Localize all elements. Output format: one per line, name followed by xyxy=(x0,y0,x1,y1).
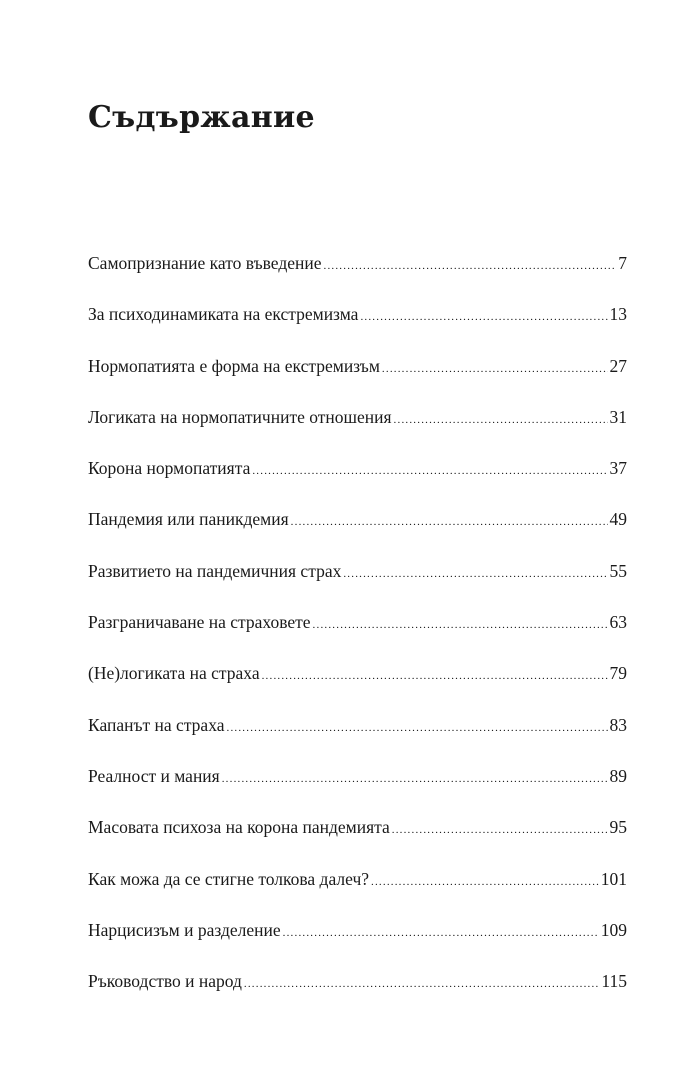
page-title: Съдържание xyxy=(88,100,315,135)
toc-entry xyxy=(88,970,627,1021)
toc-entry-title: За психодинамиката на екстремизма xyxy=(88,304,359,325)
toc-entry-title: Пандемия или паникдемия xyxy=(88,509,289,530)
toc-dot-leader xyxy=(371,871,599,893)
toc-entry xyxy=(88,406,627,457)
toc-entry xyxy=(88,611,627,662)
toc-entry-page: 31 xyxy=(609,406,627,427)
toc-entry-title: Нормопатията е форма на екстремизъм xyxy=(88,355,380,376)
toc-entry xyxy=(88,662,627,713)
toc-dot-leader xyxy=(394,409,608,431)
toc-entry-title: Развитието на пандемичния страх xyxy=(88,560,342,581)
toc-entry-page: 101 xyxy=(600,868,627,889)
toc-dot-leader xyxy=(262,665,608,687)
toc-dot-leader xyxy=(360,306,607,328)
toc-dot-leader xyxy=(382,358,608,380)
toc-entry-title: Разграничаване на страховете xyxy=(88,612,311,633)
toc-dot-leader xyxy=(222,768,608,790)
toc-entry-page: 109 xyxy=(600,919,627,940)
toc-entry-page: 95 xyxy=(609,817,627,838)
toc-dot-leader xyxy=(392,819,608,841)
toc-dot-leader xyxy=(343,563,607,585)
toc-entry xyxy=(88,816,627,867)
toc-entry-title: (Не)логиката на страха xyxy=(88,663,260,684)
toc-entry-title: Как можа да се стигне толкова далеч? xyxy=(88,868,370,889)
toc-entry xyxy=(88,303,627,354)
toc-entry-title: Масовата психоза на корона пандемията xyxy=(88,817,390,838)
toc-entry-title: Капанът на страха xyxy=(88,714,225,735)
toc-entry-page: 83 xyxy=(609,714,627,735)
toc-entry xyxy=(88,560,627,611)
toc-dot-leader xyxy=(244,973,599,995)
toc-entry xyxy=(88,355,627,406)
toc-entry-title: Корона нормопатията xyxy=(88,458,251,479)
toc-entry xyxy=(88,457,627,508)
toc-entry-title: Ръководство и народ xyxy=(88,971,242,992)
toc-entry-title: Самопризнание като въведение xyxy=(88,253,322,273)
toc-entry-page: 49 xyxy=(609,509,627,530)
toc-entry-page: 55 xyxy=(609,560,627,581)
toc-entry xyxy=(88,508,627,559)
toc-entry xyxy=(88,868,627,919)
toc-dot-leader xyxy=(227,717,608,739)
toc-entry xyxy=(88,252,627,303)
toc-entry-page: 115 xyxy=(601,971,627,992)
toc-entry-page: 7 xyxy=(618,253,627,273)
table-of-contents xyxy=(88,252,627,1021)
toc-entry-title: Нарцисизъм и разделение xyxy=(88,919,281,940)
toc-entry-page: 27 xyxy=(609,355,627,376)
toc-dot-leader xyxy=(252,460,607,482)
toc-entry xyxy=(88,714,627,765)
toc-dot-leader xyxy=(313,614,608,636)
toc-entry-page: 79 xyxy=(609,663,627,684)
toc-dot-leader xyxy=(283,922,599,944)
toc-entry xyxy=(88,765,627,816)
toc-entry-page: 89 xyxy=(609,765,627,786)
toc-dot-leader xyxy=(324,255,617,277)
toc-entry-page: 13 xyxy=(609,304,627,325)
toc-dot-leader xyxy=(291,511,608,533)
toc-entry-title: Логиката на нормопатичните отношения xyxy=(88,406,392,427)
toc-entry-page: 63 xyxy=(609,612,627,633)
toc-entry-page: 37 xyxy=(609,458,627,479)
toc-entry-title: Реалност и мания xyxy=(88,765,220,786)
toc-entry xyxy=(88,919,627,970)
